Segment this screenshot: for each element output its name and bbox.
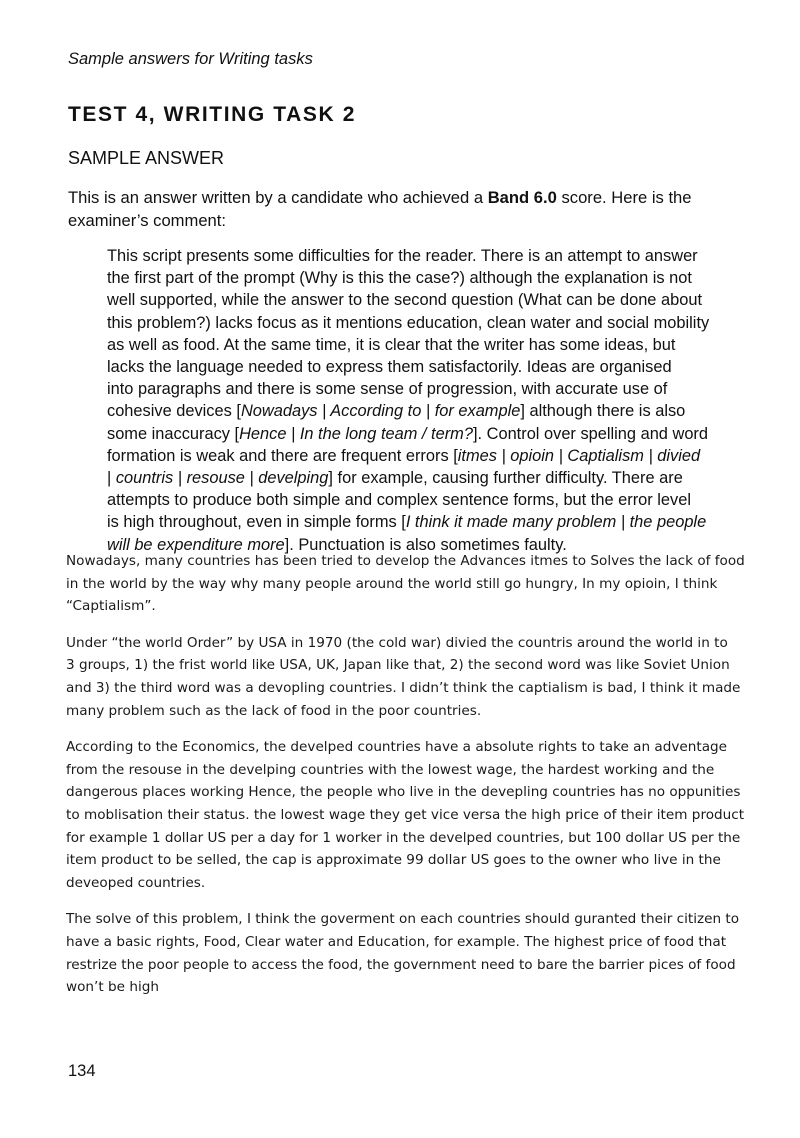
comment-text: cohesive devices [ xyxy=(107,402,241,421)
comment-example-errors: itmes | opioin | Captialism | divied xyxy=(457,446,701,465)
comment-text: ] for example, causing further difficulty. There are xyxy=(328,469,683,488)
comment-text: is high throughout, even in simple forms [ xyxy=(107,513,406,532)
comment-text: ] although there is also xyxy=(520,402,686,421)
intro-text-after: score. Here is the examiner’s comment: xyxy=(68,188,692,230)
comment-text: as well as food. At the same time, it is clear that the writer has some ideas, but xyxy=(107,335,676,354)
comment-example-errors: Nowadays | According to | for example xyxy=(240,402,521,421)
comment-line xyxy=(107,423,767,445)
comment-line xyxy=(107,467,767,489)
essay-line: According to the Economics, the develped countries have a absolute rights to take an adventage xyxy=(66,739,728,756)
essay-line: have a basic rights, Food, Clear water and Education, for example. The highest price of food that xyxy=(66,933,727,950)
essay-paragraph xyxy=(66,736,766,894)
essay-line: many problem such as the lack of food in the poor countries. xyxy=(66,702,482,719)
essay-line: to moblisation their status. the lowest wage they get vice versa the high price of their item product xyxy=(66,806,745,823)
essay-line: Nowadays, many countries has been tried to develop the Advances itmes to Solves the lack of food xyxy=(66,553,745,569)
comment-example-errors: I think it made many problem | the people xyxy=(405,513,707,532)
essay-line: deveoped countries. xyxy=(66,874,206,891)
comment-text: lacks the language needed to express them satisfactorily. Ideas are organised xyxy=(107,358,672,377)
essay-line: won’t be high xyxy=(66,979,159,996)
examiner-comment xyxy=(107,245,767,556)
comment-example-errors: countris | resouse | develping xyxy=(115,469,329,488)
comment-line xyxy=(107,267,767,289)
essay-paragraph xyxy=(66,632,766,722)
band-score: Band 6.0 xyxy=(487,188,557,207)
comment-text: some inaccuracy [ xyxy=(107,424,240,443)
comment-line xyxy=(107,356,767,378)
comment-text: the first part of the prompt (Why is this the case?) although the explanation is not xyxy=(107,269,692,288)
essay-line: item product to be selled, the cap is approximate 99 dollar US goes to the owner who live in the xyxy=(66,852,721,869)
essay-line: in the world by the way why many people around the world still go hungry, In my opioin, I think xyxy=(66,575,718,592)
comment-line xyxy=(107,400,767,422)
comment-line xyxy=(107,445,767,467)
essay-paragraph xyxy=(66,908,766,998)
comment-text: well supported, while the answer to the second question (What can be done about xyxy=(107,291,702,310)
essay-line: Under “the world Order” by USA in 1970 (the cold war) divied the countris around the world in to xyxy=(66,634,728,651)
candidate-essay xyxy=(66,550,766,1013)
comment-text: into paragraphs and there is some sense of progression, with accurate use of xyxy=(107,380,668,399)
comment-example-errors: will be expenditure more xyxy=(107,535,285,554)
comment-text: attempts to produce both simple and complex sentence forms, but the error level xyxy=(107,491,691,510)
comment-line xyxy=(107,489,767,511)
essay-line: The solve of this problem, I think the goverment on each countries should guranted their citizen to xyxy=(66,911,740,928)
essay-line: for example 1 dollar US per a day for 1 worker in the develped countries, but 100 dollar US per the xyxy=(66,829,741,846)
intro-paragraph xyxy=(68,187,748,232)
comment-text: | xyxy=(107,469,116,488)
comment-line xyxy=(107,511,767,533)
comment-line xyxy=(107,378,767,400)
comment-text: ]. Punctuation is also sometimes faulty. xyxy=(284,535,567,554)
comment-example-errors: Hence | In the long team / term? xyxy=(239,424,473,443)
comment-line xyxy=(107,245,767,267)
comment-text: ]. Control over spelling and word xyxy=(472,424,709,443)
essay-line: and 3) the third word was a devopling countries. I didn’t think the captialism is bad, I think it made xyxy=(66,679,741,696)
essay-line: “Captialism”. xyxy=(66,598,156,615)
page-number: 134 xyxy=(68,1062,96,1080)
section-subtitle: SAMPLE ANSWER xyxy=(68,148,225,168)
comment-line xyxy=(107,289,767,311)
page-title: TEST 4, WRITING TASK 2 xyxy=(68,103,356,126)
essay-line: dangerous places working Hence, the people who live in the devepling countries has no oppunities xyxy=(66,784,741,801)
essay-paragraph xyxy=(66,550,766,618)
comment-text: formation is weak and there are frequent errors [ xyxy=(107,446,458,465)
comment-line xyxy=(107,334,767,356)
essay-line: restrize the poor people to access the food, the government need to bare the barrier pices of food xyxy=(66,956,736,973)
comment-line xyxy=(107,312,767,334)
essay-line: from the resouse in the develping countries with the lowest wage, the hardest working and the xyxy=(66,761,715,778)
intro-text-before: This is an answer written by a candidate who achieved a xyxy=(68,188,488,207)
comment-text: This script presents some difficulties for the reader. There is an attempt to answer xyxy=(107,247,698,265)
running-header: Sample answers for Writing tasks xyxy=(68,50,313,68)
essay-line: 3 groups, 1) the frist world like USA, UK, Japan like that, 2) the second word was like Soviet Union xyxy=(66,657,730,674)
comment-text: this problem?) lacks focus as it mentions education, clean water and social mobility xyxy=(107,313,710,332)
